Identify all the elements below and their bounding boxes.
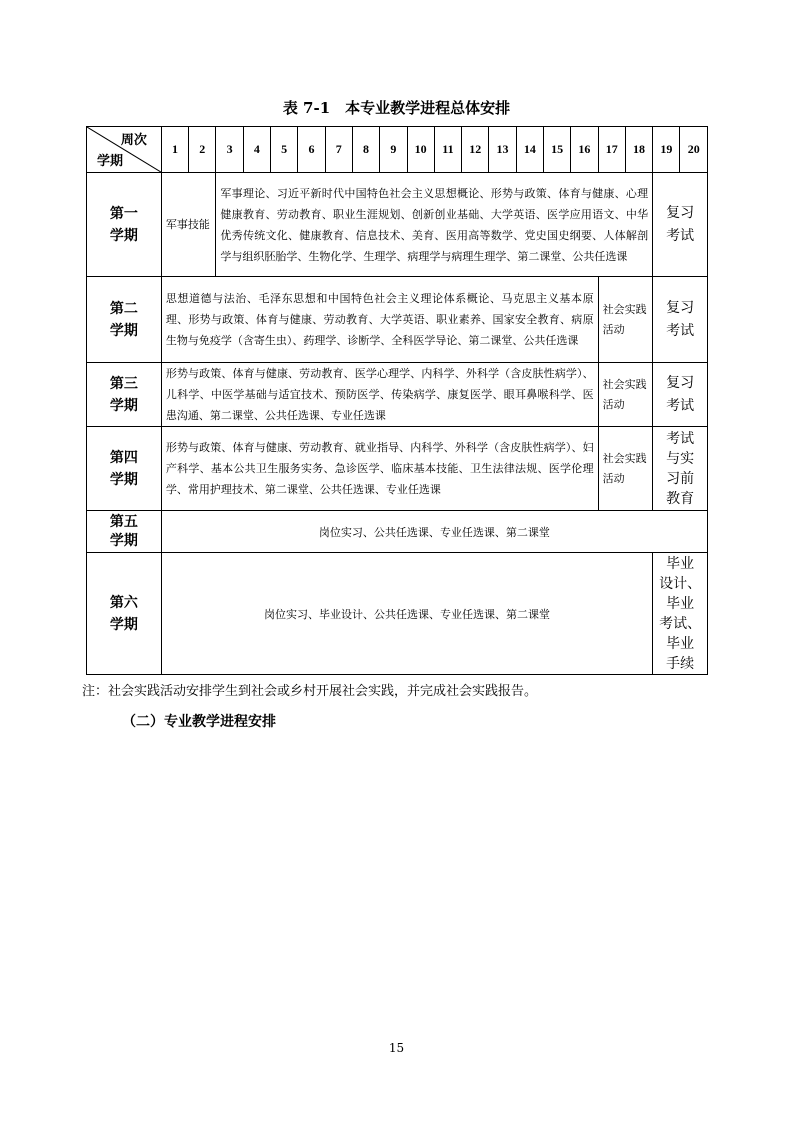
course-list: 岗位实习、毕业设计、公共任选课、专业任选课、第二课堂 xyxy=(161,553,652,675)
course-list: 形势与政策、体育与健康、劳动教育、医学心理学、内科学、外科学（含皮肤性病学）、儿科学、中医学基础与适宜技术、预防医学、传染病学、康复医学、眼耳鼻喉科学、医患沟通、第二课堂、公共任选课、专业任选课 xyxy=(161,363,598,427)
end-activity: 毕业 设计、 毕业 考试、 毕业 手续 xyxy=(653,553,708,675)
semester-row xyxy=(87,277,708,363)
semester-label: 第一 学期 xyxy=(87,173,162,277)
semester-row xyxy=(87,173,708,277)
week-header: 4 xyxy=(243,127,270,173)
table-title: 表 7-1 本专业教学进程总体安排 xyxy=(282,99,511,117)
week-header: 18 xyxy=(625,127,652,173)
end-activity: 复习 考试 xyxy=(653,173,708,277)
week-header: 1 xyxy=(161,127,188,173)
week-header: 12 xyxy=(462,127,489,173)
week-header: 6 xyxy=(298,127,325,173)
week-header: 11 xyxy=(434,127,461,173)
week-header: 3 xyxy=(216,127,243,173)
week-header: 13 xyxy=(489,127,516,173)
semester-label: 第六 学期 xyxy=(87,553,162,675)
week-header: 20 xyxy=(680,127,708,173)
week-header: 8 xyxy=(352,127,379,173)
semester-row xyxy=(87,511,708,553)
header-row xyxy=(87,127,708,173)
end-activity: 复习 考试 xyxy=(653,363,708,427)
week-header: 10 xyxy=(407,127,434,173)
week-header: 15 xyxy=(543,127,570,173)
semester-label: 第五 学期 xyxy=(87,511,162,553)
week-header: 14 xyxy=(516,127,543,173)
week-header: 5 xyxy=(271,127,298,173)
week-header: 2 xyxy=(189,127,216,173)
end-activity: 复习 考试 xyxy=(653,277,708,363)
semester-row xyxy=(87,363,708,427)
page-number: 15 xyxy=(388,1041,405,1055)
course-list: 思想道德与法治、毛泽东思想和中国特色社会主义理论体系概论、马克思主义基本原理、形势与政策、体育与健康、劳动教育、大学英语、职业素养、国家安全教育、病原生物与免疫学（含寄生虫）、药理学、诊断学、全科医学导论、第二课堂、公共任选课 xyxy=(161,277,598,363)
corner-semester-label: 学期 xyxy=(97,154,124,169)
semester-label: 第四 学期 xyxy=(87,427,162,511)
military-training-cell: 军事技能 xyxy=(161,173,216,277)
week-header: 17 xyxy=(598,127,625,173)
corner-week-label: 周次 xyxy=(120,133,147,148)
social-practice-cell: 社会实践活动 xyxy=(598,427,653,511)
week-header: 9 xyxy=(380,127,407,173)
week-header: 7 xyxy=(325,127,352,173)
semester-row xyxy=(87,553,708,675)
course-list: 形势与政策、体育与健康、劳动教育、就业指导、内科学、外科学（含皮肤性病学）、妇产科学、基本公共卫生服务实务、急诊医学、临床基本技能、卫生法律法规、医学伦理学、常用护理技术、第二课堂、公共任选课、专业任选课 xyxy=(161,427,598,511)
semester-row xyxy=(87,427,708,511)
table-note: 注：社会实践活动安排学生到社会或乡村开展社会实践，并完成社会实践报告。 xyxy=(82,684,538,699)
end-activity: 考试 与实 习前 教育 xyxy=(653,427,708,511)
week-header: 19 xyxy=(653,127,680,173)
course-list: 岗位实习、公共任选课、专业任选课、第二课堂 xyxy=(161,511,707,553)
corner-cell xyxy=(87,127,162,173)
semester-label: 第三 学期 xyxy=(87,363,162,427)
semester-label: 第二 学期 xyxy=(87,277,162,363)
course-list: 军事理论、习近平新时代中国特色社会主义思想概论、形势与政策、体育与健康、心理健康教育、劳动教育、职业生涯规划、创新创业基础、大学英语、医学应用语文、中华优秀传统文化、健康教育、信息技术、美育、医用高等数学、党史国史纲要、人体解剖学与组织胚胎学、生物化学、生理学、病理学与病理生理学、第二课堂、公共任选课 xyxy=(216,173,653,277)
social-practice-cell: 社会实践活动 xyxy=(598,363,653,427)
week-header: 16 xyxy=(571,127,598,173)
social-practice-cell: 社会实践活动 xyxy=(598,277,653,363)
section-subheading: （二）专业教学进程安排 xyxy=(122,714,276,730)
schedule-table xyxy=(86,126,708,675)
